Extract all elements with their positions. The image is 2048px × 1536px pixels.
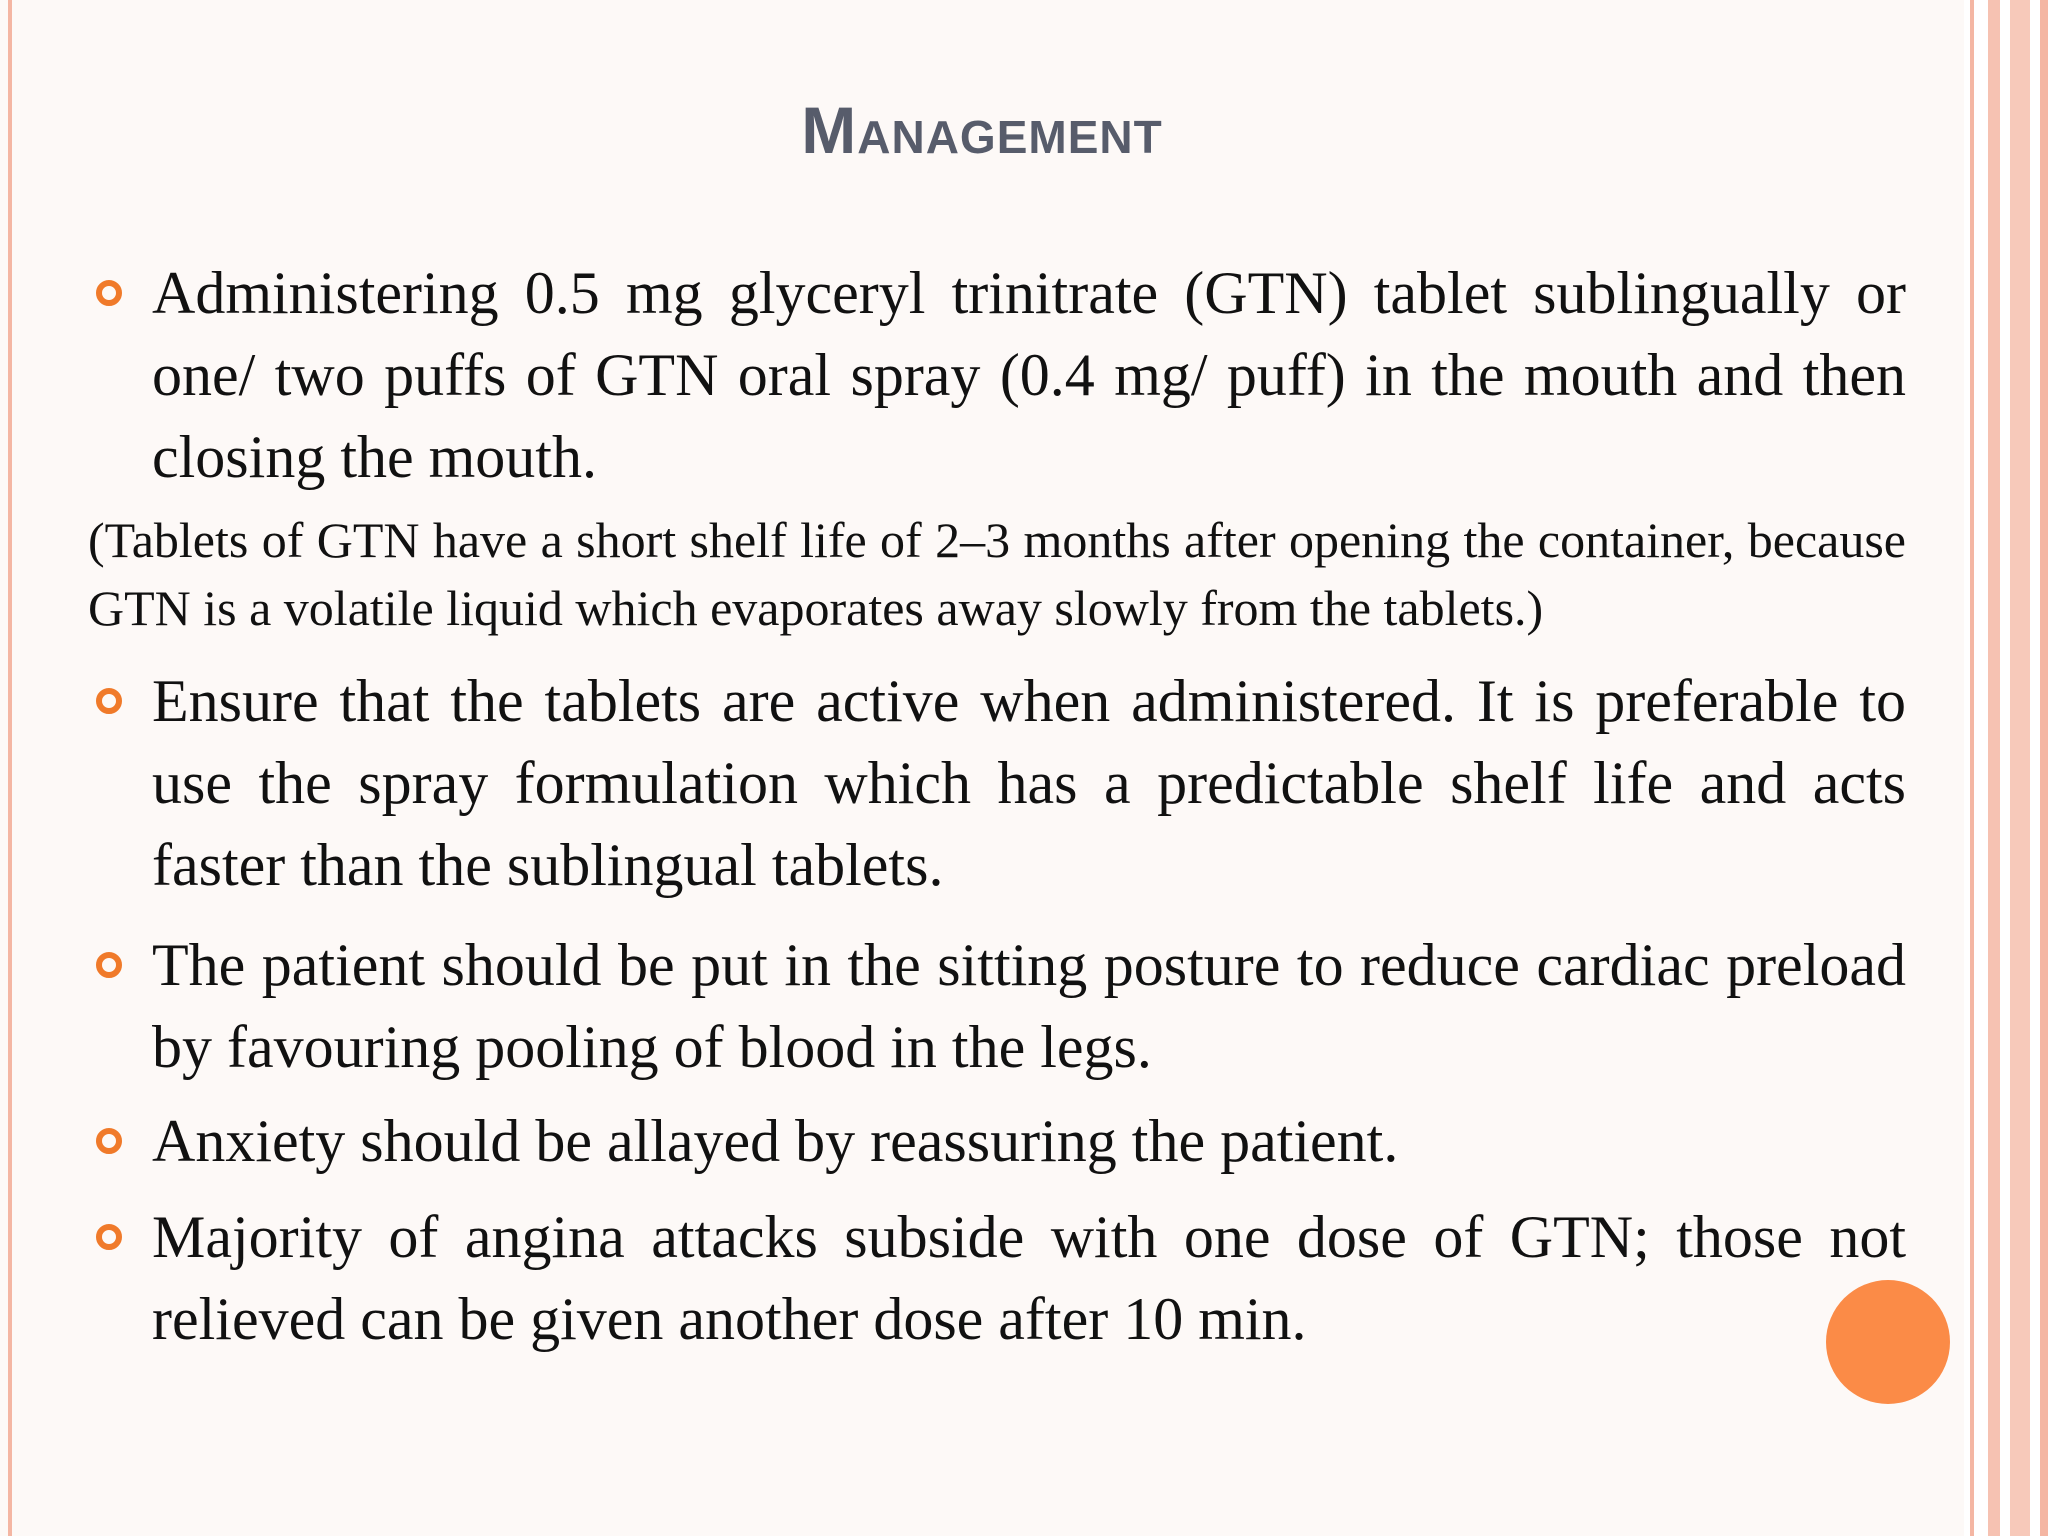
bullet-text: Majority of angina attacks subside with one dose of GTN; those not relieved can be given another dose after 10 min. (152, 1204, 1906, 1352)
circle-bullet-icon (96, 280, 122, 306)
circle-bullet-icon (96, 952, 122, 978)
right-stripe-4 (2040, 0, 2048, 1536)
bullet-item (88, 924, 1906, 1088)
note-paragraph: (Tablets of GTN have a short shelf life of 2–3 months after opening the container, because GTN is a volatile liquid which evaporates away slowly from the tablets.) (88, 512, 1906, 636)
circle-bullet-icon (96, 1224, 122, 1250)
slide-content (88, 252, 1906, 1360)
bullet-item (88, 660, 1906, 906)
laser-pointer-dot (1826, 1280, 1950, 1404)
bullet-text: Ensure that the tablets are active when administered. It is preferable to use the spray formulation which has a predictable shelf life and acts faster than the sublingual tablets. (152, 668, 1906, 898)
right-stripe-1 (1970, 0, 1974, 1536)
slide-title: Management (801, 93, 1163, 167)
bullet-text: Anxiety should be allayed by reassuring the patient. (152, 1108, 1399, 1174)
bullet-item (88, 1196, 1906, 1360)
bullet-text: The patient should be put in the sitting posture to reduce cardiac preload by favouring pooling of blood in the legs. (152, 932, 1906, 1080)
right-stripe-2 (1988, 0, 2000, 1536)
bullet-text: Administering 0.5 mg glyceryl trinitrate (GTN) tablet sublingually or one/ two puffs of GTN oral spray (0.4 mg/ puff) in the mouth and then closing the mouth. (152, 260, 1906, 490)
bullet-item (88, 252, 1906, 498)
bullet-item (88, 1100, 1906, 1182)
right-stripe-3 (2010, 0, 2030, 1536)
circle-bullet-icon (96, 688, 122, 714)
left-border-stripe (8, 0, 12, 1536)
circle-bullet-icon (96, 1128, 122, 1154)
right-border-stripes (1964, 0, 2048, 1536)
